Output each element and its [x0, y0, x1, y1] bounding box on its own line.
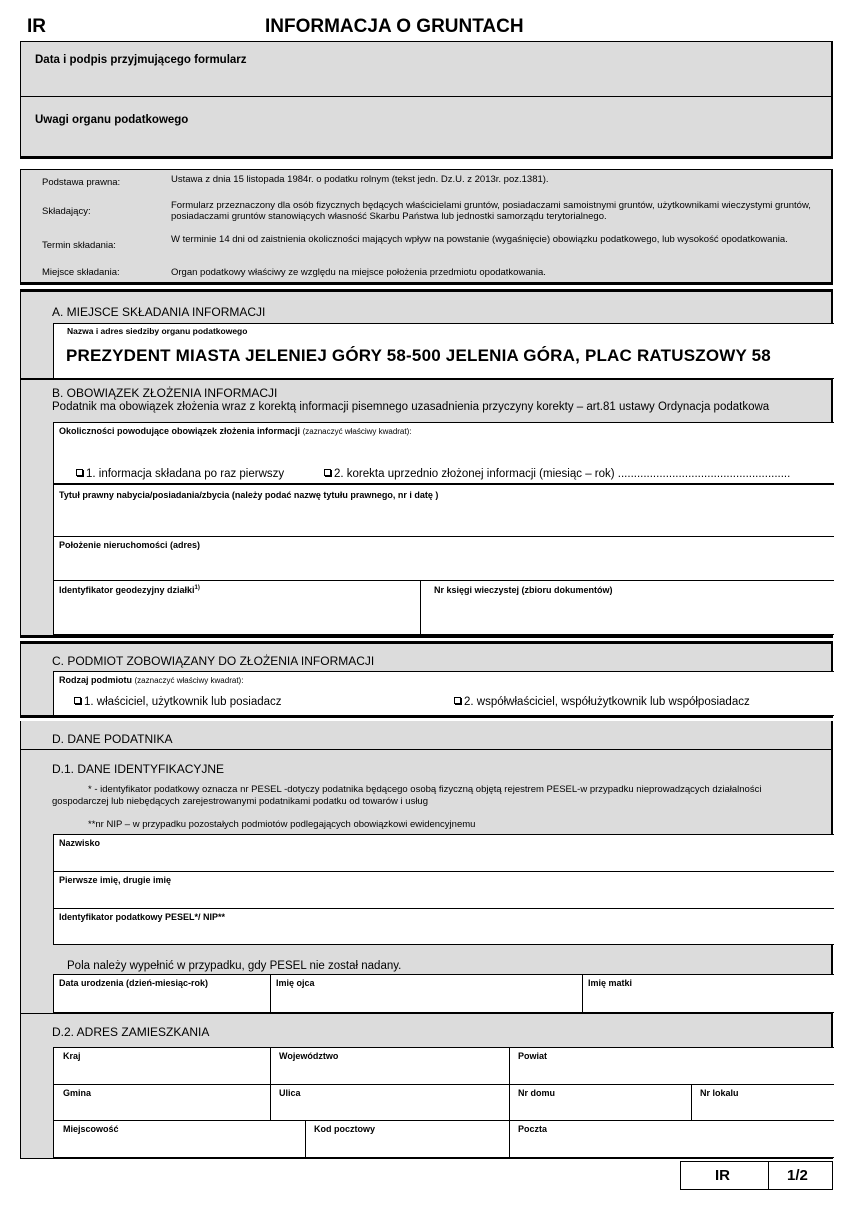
section-c: [20, 641, 833, 718]
office-use-box: [20, 41, 833, 159]
circumstances-field: [53, 422, 834, 484]
pesel-fill-note: Pola należy wypełnić w przypadku, gdy PESEL nie został nadany.: [67, 960, 402, 972]
tax-id-label: Identyfikator podatkowy PESEL*/ NIP**: [59, 912, 226, 922]
postcode-field[interactable]: [305, 1120, 510, 1158]
birth-date-label: Data urodzenia (dzień-miesiąc-rok): [59, 978, 209, 988]
footer-form-code: IR: [715, 1167, 730, 1184]
surname-field[interactable]: [53, 834, 834, 872]
footer-page-number: 1/2: [787, 1167, 808, 1184]
commune-field[interactable]: [53, 1084, 271, 1121]
city-label: Miejscowość: [63, 1124, 119, 1134]
place-value: Organ podatkowy właściwy ze względu na miejsce położenia przedmiotu opodatkowania.: [171, 267, 546, 278]
d1-title: D.1. DANE IDENTYFIKACYJNE: [52, 762, 225, 776]
section-d: [20, 721, 833, 1159]
d2-title: D.2. ADRES ZAMIESZKANIA: [52, 1025, 210, 1039]
circumstances-label: Okoliczności powodujące obowiązek złożenia informacji: [59, 426, 301, 436]
section-a: [20, 289, 833, 381]
father-name-label: Imię ojca: [276, 978, 315, 988]
entity-type-label: Rodzaj podmiotu: [59, 675, 132, 685]
section-b-subtitle: Podatnik ma obowiązek złożenia wraz z korektą informacji pisemnego uzasadnienia przyczyny korekty – art.81 ustawy Ordynacja podatkowa: [52, 401, 770, 413]
office-field-label: Nazwa i adres siedziby organu podatkowego: [67, 326, 248, 336]
flat-number-field[interactable]: [691, 1084, 834, 1121]
street-field[interactable]: [270, 1084, 510, 1121]
property-location-field[interactable]: [53, 536, 834, 581]
first-names-label: Pierwsze imię, drugie imię: [59, 875, 172, 885]
flat-number-label: Nr lokalu: [700, 1088, 739, 1098]
entity-type-field: [53, 671, 834, 716]
checkbox-correction[interactable]: [324, 469, 331, 476]
land-register-label: Nr księgi wieczystej (zbioru dokumentów): [434, 585, 613, 595]
city-field[interactable]: [53, 1120, 306, 1158]
receiver-label: Data i podpis przyjmującego formularz: [35, 54, 247, 66]
option-co-owner-label: 2. współwłaściciel, współużytkownik lub współposiadacz: [464, 696, 750, 708]
voivodeship-field[interactable]: [270, 1047, 510, 1085]
section-b-title: B. OBOWIĄZEK ZŁOŻENIA INFORMACJI: [52, 386, 278, 400]
option-correction-label: 2. korekta uprzednio złożonej informacji (miesiąc – rok) ......................................................: [334, 468, 791, 480]
postcode-label: Kod pocztowy: [314, 1124, 375, 1134]
office-field[interactable]: [53, 323, 834, 379]
remarks-label: Uwagi organu podatkowego: [35, 114, 189, 126]
office-field-value: PREZYDENT MIASTA JELENIEJ GÓRY 58-500 JELENIA GÓRA, PLAC RATUSZOWY 58: [66, 346, 771, 365]
circumstances-hint: (zaznaczyć właściwy kwadrat):: [302, 427, 412, 436]
legal-title-field[interactable]: [53, 484, 834, 537]
geodetic-id-label: Identyfikator geodezyjny działki: [59, 585, 195, 595]
country-field[interactable]: [53, 1047, 271, 1085]
land-register-field[interactable]: [420, 580, 834, 635]
mother-name-label: Imię matki: [588, 978, 633, 988]
house-number-field[interactable]: [509, 1084, 692, 1121]
section-b: [20, 380, 833, 638]
option-first-time-label: 1. informacja składana po raz pierwszy: [86, 468, 285, 480]
birth-date-field[interactable]: [53, 974, 271, 1013]
street-label: Ulica: [279, 1088, 301, 1098]
geodetic-id-footnote: 1): [194, 585, 200, 591]
commune-label: Gmina: [63, 1088, 92, 1098]
section-c-title: C. PODMIOT ZOBOWIĄZANY DO ZŁOŻENIA INFORMACJI: [52, 654, 375, 668]
info-box: [20, 169, 833, 285]
surname-label: Nazwisko: [59, 838, 101, 848]
basis-value: Ustawa z dnia 15 listopada 1984r. o podatku rolnym (tekst jedn. Dz.U. z 2013r. poz.1381).: [171, 174, 549, 185]
checkbox-co-owner[interactable]: [454, 697, 461, 704]
geodetic-id-field[interactable]: [53, 580, 421, 635]
county-field[interactable]: [509, 1047, 834, 1085]
property-location-label: Położenie nieruchomości (adres): [59, 540, 201, 550]
checkbox-first-time[interactable]: [76, 469, 83, 476]
post-office-label: Poczta: [518, 1124, 548, 1134]
mother-name-field[interactable]: [582, 974, 834, 1013]
nip-note: **nr NIP – w przypadku pozostałych podmiotów podlegających obowiązkowi ewidencyjnemu: [88, 819, 476, 830]
house-number-label: Nr domu: [518, 1088, 555, 1098]
deadline-value: W terminie 14 dni od zaistnienia okoliczności mających wpływ na powstanie (wygaśnięcie) obowiązku podatkowego, lub wysokość opodatkowania.: [171, 234, 788, 245]
tax-id-field[interactable]: [53, 908, 834, 945]
option-owner-label: 1. właściciel, użytkownik lub posiadacz: [84, 696, 282, 708]
deadline-label: Termin składania:: [42, 240, 116, 251]
checkbox-owner[interactable]: [74, 697, 81, 704]
county-label: Powiat: [518, 1051, 548, 1061]
country-label: Kraj: [63, 1051, 81, 1061]
option-first-time[interactable]: [76, 468, 284, 480]
pesel-note-1: * - identyfikator podatkowy oznacza nr PESEL -dotyczy podatnika będącego osobą fizyczną objętą rejestrem PESEL-w przypadku nieprowadzących działalności gospodarczej lub niebędących zarejestrowanymi podatnikami podatku od towarów i usług: [52, 784, 762, 807]
legal-title-label: Tytuł prawny nabycia/posiadania/zbycia (należy podać nazwę tytułu prawnego, nr i datę ): [59, 490, 439, 500]
filer-value: Formularz przeznaczony dla osób fizycznych będących właścicielami gruntów, posiadaczami samoistnymi gruntów, użytkownikami wieczystymi gruntów, posiadaczami gruntów stanowiących własność Skarbu Państwa lub jednostki samorządu terytorialnego.: [171, 200, 811, 222]
basis-label: Podstawa prawna:: [42, 177, 121, 188]
voivodeship-label: Województwo: [279, 1051, 339, 1061]
form-code: IR: [27, 16, 46, 37]
first-names-field[interactable]: [53, 871, 834, 909]
father-name-field[interactable]: [270, 974, 583, 1013]
entity-type-hint: (zaznaczyć właściwy kwadrat):: [134, 676, 244, 685]
place-label: Miejsce składania:: [42, 267, 120, 278]
option-correction[interactable]: [324, 468, 790, 480]
option-co-owner[interactable]: [454, 696, 750, 708]
section-d-title: D. DANE PODATNIKA: [52, 732, 173, 746]
option-owner[interactable]: [74, 696, 282, 708]
page-footer: [680, 1161, 833, 1190]
post-office-field[interactable]: [509, 1120, 834, 1158]
filer-label: Składający:: [42, 206, 91, 217]
section-a-title: A. MIEJSCE SKŁADANIA INFORMACJI: [52, 305, 266, 319]
form-title: INFORMACJA O GRUNTACH: [265, 16, 524, 37]
